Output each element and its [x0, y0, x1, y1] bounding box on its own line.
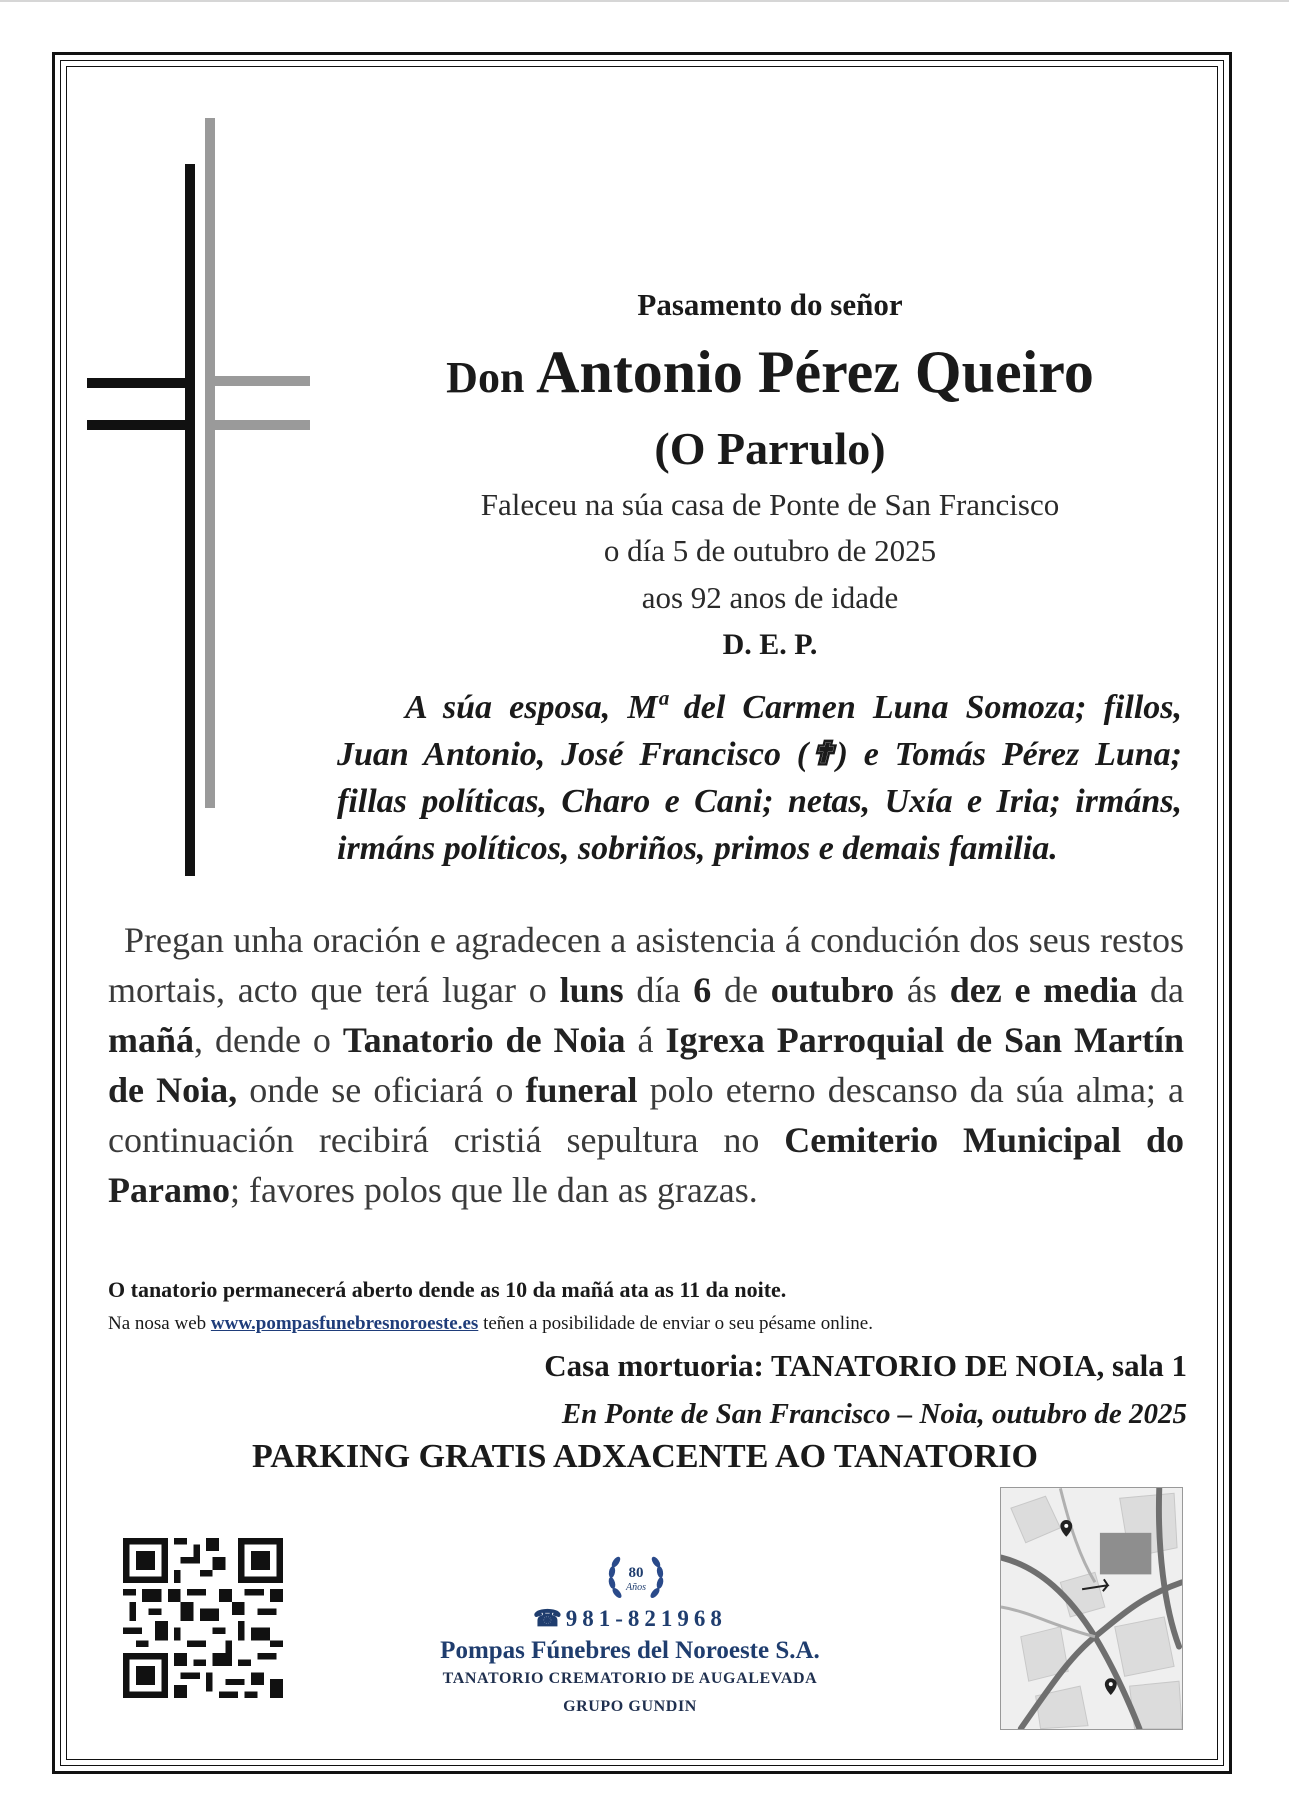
phone-text: 981-821968: [565, 1606, 727, 1631]
family-text-2: ) e Tomás Pérez Luna; fillas políticas, Charo e Cani; netas, Uxía e Iria; irmáns, irmáns políticos, sobriños, primos e demais familia.: [337, 736, 1182, 867]
web-note: [108, 1313, 873, 1335]
cross-icon: [85, 118, 315, 878]
location-map[interactable]: [1000, 1487, 1183, 1730]
ceremony-text: [108, 915, 1184, 1215]
ceremony-t4: ás: [894, 970, 950, 1010]
ceremony-funeral: funeral: [525, 1070, 638, 1110]
anniversary-logo: [603, 1545, 669, 1611]
family-text-1: A súa esposa, Mª del Carmen Luna Somoza; fillos, Juan Antonio, José Francisco (: [337, 689, 1182, 773]
casa-mortuoria: Casa mortuoria: TANATORIO DE NOIA, sala 1: [544, 1348, 1187, 1383]
qr-code-icon[interactable]: [123, 1538, 283, 1698]
company-subtitle-2: GRUPO GUNDIN: [563, 1698, 697, 1715]
phone-number: [430, 1606, 830, 1632]
web-prefix: Na nosa web: [108, 1313, 211, 1334]
dep-label: D. E. P.: [722, 628, 818, 661]
deceased-name: [335, 332, 1205, 418]
ceremony-cemetery: Cemiterio Municipal do Paramo: [108, 1120, 1184, 1210]
age: aos 92 anos de idade: [641, 580, 899, 615]
ceremony-origin: Tanatorio de Noia: [342, 1020, 626, 1060]
ceremony-t6: , dende o: [194, 1020, 343, 1060]
ceremony-t7: á: [625, 1020, 666, 1060]
ceremony-t1: Pregan unha oración e agradecen a asistencia á condución dos seus restos mortais, acto que terá lugar o: [108, 920, 1184, 1010]
company-name: Pompas Fúnebres del Noroeste S.A.: [440, 1637, 820, 1664]
place-date: En Ponte de San Francisco – Noia, outubro de 2025: [561, 1398, 1187, 1430]
nickname: (O Parrulo): [654, 423, 886, 474]
website-link[interactable]: www.pompasfunebresnoroeste.es: [210, 1313, 479, 1334]
anniversary-word: Años: [626, 1582, 646, 1593]
death-place: Faleceu na súa casa de Ponte de San Francisco: [480, 487, 1060, 522]
ceremony-day: luns: [559, 970, 624, 1010]
pre-title: Pasamento do señor: [637, 287, 903, 322]
phone-icon: ☎: [533, 1606, 562, 1631]
ceremony-period: mañá: [108, 1020, 195, 1060]
death-date: o día 5 de outubro de 2025: [603, 533, 937, 568]
ceremony-t9: polo eterno descanso da súa alma; a continuación recibirá cristiá sepultura no: [108, 1070, 1185, 1160]
web-suffix: teñen a posibilidade de enviar o seu pésame online.: [478, 1313, 873, 1334]
ceremony-t8: onde se oficiará o: [237, 1070, 526, 1110]
ceremony-t10: ; favores polos que lle dan as grazas.: [229, 1170, 758, 1210]
ceremony-t3: de: [711, 970, 771, 1010]
opening-hours: O tanatorio permanecerá aberto dende as 10 da mañá ata as 11 da noite.: [108, 1277, 787, 1302]
honorific: Don: [446, 353, 525, 402]
ceremony-time: dez e media: [949, 970, 1138, 1010]
top-edge-line: [0, 0, 1289, 2]
ceremony-church: Igrexa Parroquial de San Martín de Noia,: [108, 1020, 1184, 1110]
parking-note: PARKING GRATIS ADXACENTE AO TANATORIO: [252, 1438, 1038, 1475]
ceremony-month: outubro: [770, 970, 895, 1010]
ceremony-t5: da: [1137, 970, 1184, 1010]
deceased-full-name: Antonio Pérez Queiro: [536, 339, 1094, 405]
anniversary-number: 80: [628, 1565, 644, 1581]
ceremony-day-number: 6: [693, 970, 712, 1010]
ceremony-t2: día: [623, 970, 694, 1010]
family-list: [337, 684, 1182, 872]
small-cross-icon: ✟: [808, 736, 837, 773]
company-subtitle-1: TANATORIO CREMATORIO DE AUGALEVADA: [442, 1670, 818, 1687]
